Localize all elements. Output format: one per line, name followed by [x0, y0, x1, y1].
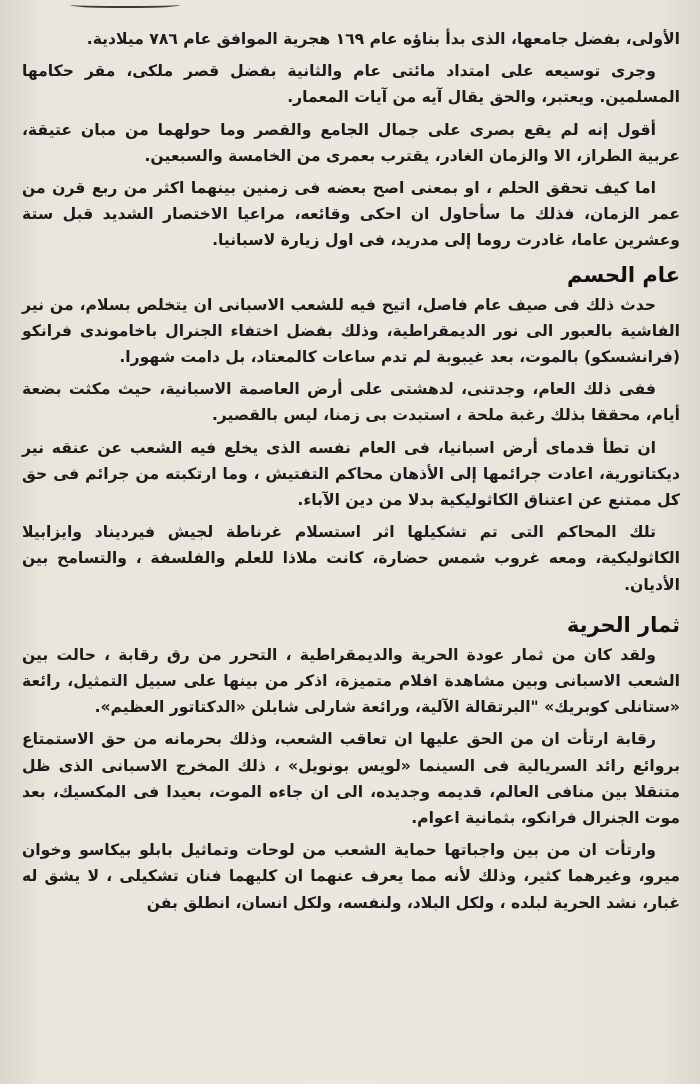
paragraph: ولقد كان من ثمار عودة الحرية والديمقراطية ، التحرر من رق رقابة ، حالت بين الشعب الاسبانى وبين مشاهدة افلام متميزة، اذكر من بينها على سبيل التمثيل، رائعة «ستانلى كوبريك» "البرتقالة الآلية، ورائعة شارلى شابلن «الدكتاتور العظيم». — [22, 645, 680, 717]
paragraph: أقول إنه لم يقع بصرى على جمال الجامع والقصر وما حولهما من مبان عتيقة، عربية الطراز، الا والزمان الغادر، يقترب بعمرى من الخامسة والسبعين. — [22, 120, 680, 165]
paragraph: حدث ذلك فى صيف عام فاصل، اتيح فيه للشعب الاسبانى ان يتخلص بسلام، من نير الفاشية بالعبور الى نور الديمقراطية، وذلك بفضل اختفاء الجنرال باخاموندى فرانكو (فرانشسكو) بالموت، بعد غيبوبة لم تدم ساعات كالمعتاد، بل دامت شهورا. — [22, 295, 680, 367]
section-heading: عام الحسم — [567, 262, 680, 287]
paragraph: رقابة ارتأت ان من الحق عليها ان تعاقب الشعب، وذلك بحرمانه من حق الاستمتاع بروائع رائد السريالية فى السينما «لويس بونويل» ، ذلك المخرج الاسبانى الذى ظل متنقلا بين منافى العالم، قديمه وجديده، الى ان جاءه الموت، بعيدا فى المكسيك، بعد موت الجنرال فرانكو، بثمانية اعوام. — [22, 730, 680, 828]
paragraph: ففى ذلك العام، وجدتنى، لدهشتى على أرض العاصمة الاسبانية، حيث مكثت بضعة أيام، محققا بذلك رغبة ملحة ، استبدت بى زمنا، ليس بالقصير. — [22, 380, 680, 425]
paragraph: الأولى، بفضل جامعها، الذى بدأ بناؤه عام ١٦٩ هجرية الموافق عام ٧٨٦ ميلادية. — [86, 30, 680, 48]
top-decorative-rule — [70, 0, 180, 8]
paragraph: اما كيف تحقق الحلم ، او بمعنى اصح بعضه فى زمنين بينهما اكثر من ربع قرن من عمر الزمان، فذلك ما سأحاول ان احكى وقائعه، مراعيا الاختصار الشديد قبل ستة وعشرين عاما، غادرت روما إلى مدريد، فى اول زيارة لاسبانيا. — [22, 179, 680, 250]
paragraph: تلك المحاكم التى تم تشكيلها اثر استسلام غرناطة لجيش فيرديناد وايزابيلا الكاثوليكية، ومعه غروب شمس حضارة، كانت ملاذا للعلم والفلسفة ، والتسامح بين الأديان. — [22, 523, 680, 594]
paragraph: وارتأت ان من بين واجباتها حماية الشعب من لوحات وتماثيل بابلو بيكاسو وخوان ميرو، وغيرهما كثير، وذلك لأنه مما يعرف عنهما ان كليهما فنان تشكيلى ، لا يشق له غبار، نشد الحرية لبلده ، ولكل البلاد، ولنفسه، ولكل انسان، انطلق بفن — [22, 841, 680, 912]
paragraph: ان تطأ قدماى أرض اسبانيا، فى العام نفسه الذى يخلع فيه الشعب عن عنقه نير ديكتاتورية، اعادت جرائمها إلى الأذهان محاكم التفتيش ، وما ارتكبته من جرائم فى حق كل ممتنع عن اعتناق الكاثوليكية بدلا من دين الآباء. — [22, 438, 680, 510]
article-body — [22, 26, 680, 922]
paragraph: وجرى توسيعه على امتداد مائتى عام والثانية بفضل قصر ملكى، مقر حكامها المسلمين. ويعتبر، والحق يقال آيه من آيات المعمار. — [22, 62, 680, 107]
section-heading: ثمار الحرية — [566, 612, 680, 637]
